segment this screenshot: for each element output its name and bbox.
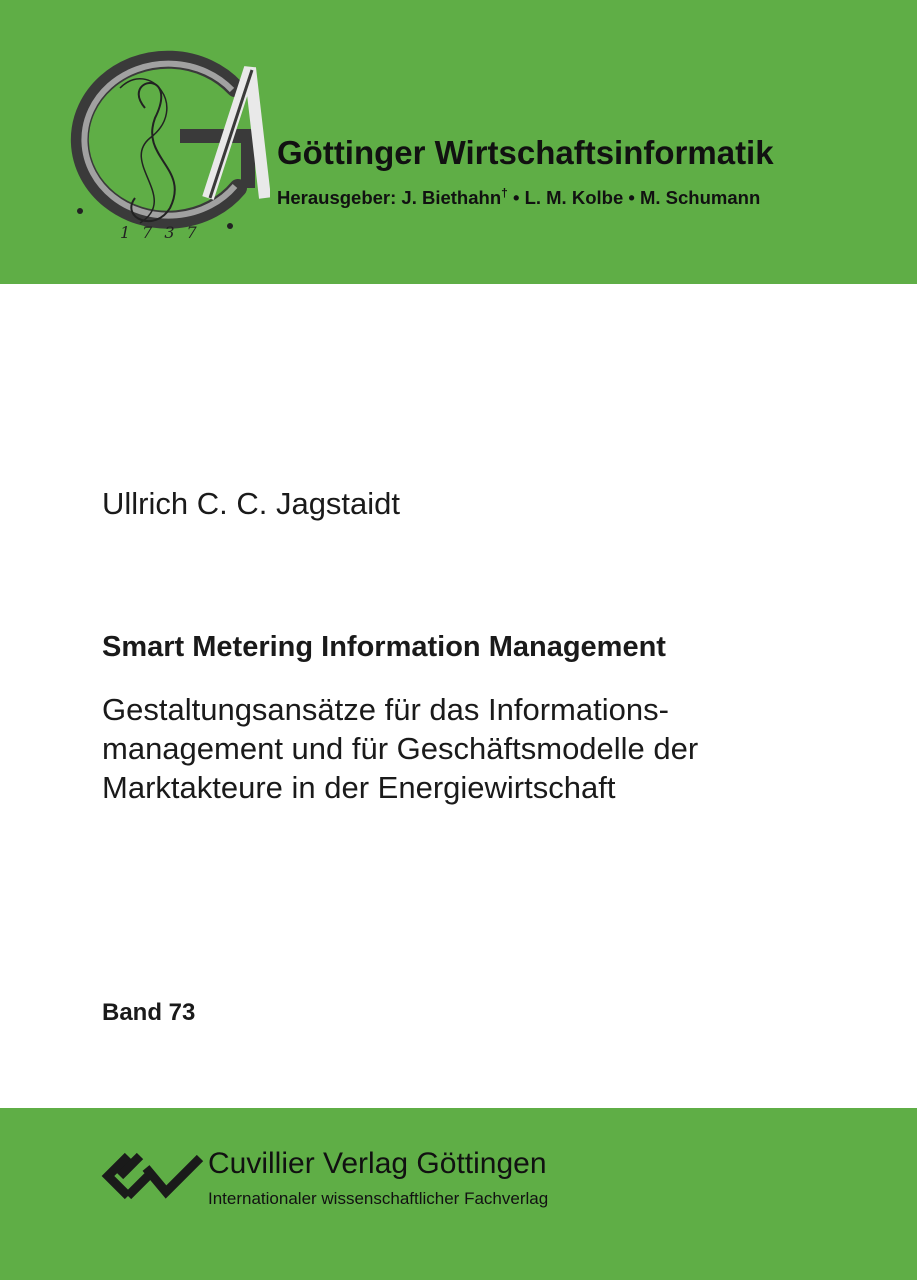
series-editors xyxy=(277,186,760,209)
series-title: Göttinger Wirtschaftsinformatik xyxy=(277,134,774,171)
subtitle-line: Marktakteure in der Energiewirtschaft xyxy=(102,770,616,805)
university-seal-logo xyxy=(60,48,270,248)
subtitle-line: management und für Geschäftsmodelle der xyxy=(102,731,699,766)
book-subtitle xyxy=(102,690,862,807)
cuvillier-logo xyxy=(100,1148,210,1208)
book-title: Smart Metering Information Management xyxy=(102,631,666,663)
publisher-name: Cuvillier Verlag Göttingen xyxy=(208,1147,547,1180)
editors-rest: • L. M. Kolbe • M. Schumann xyxy=(507,187,761,209)
publisher-tagline: Internationaler wissenschaftlicher Fachverlag xyxy=(208,1189,549,1208)
subtitle-line: Gestaltungsansätze für das Informations- xyxy=(102,692,669,727)
seal-year: 1737 xyxy=(120,223,209,242)
dagger-mark: † xyxy=(501,186,508,200)
editors-prefix: Herausgeber: J. Biethahn xyxy=(277,187,502,209)
book-author: Ullrich C. C. Jagstaidt xyxy=(102,486,401,521)
volume-number: Band 73 xyxy=(102,999,196,1026)
